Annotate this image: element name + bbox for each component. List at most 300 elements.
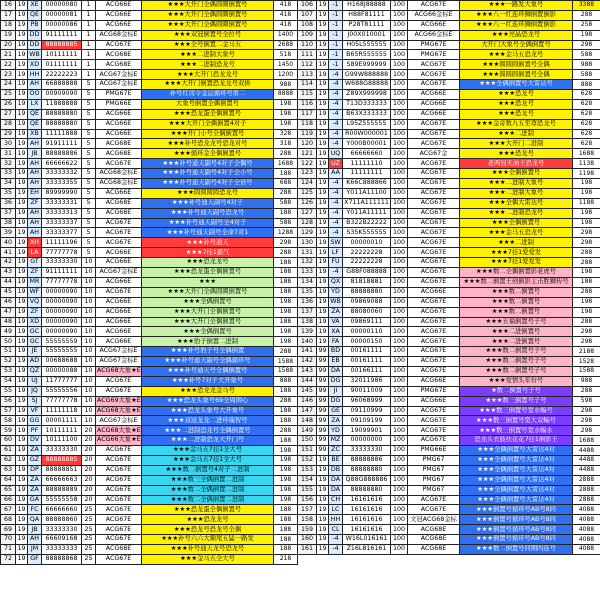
description-cell: ★★★数二倒置号4对子二进制: [142, 465, 274, 475]
serial-number-cell: 09109199: [343, 416, 391, 426]
grade-type-cell: ACG66E: [96, 327, 142, 337]
serial-number-cell: 00000090: [42, 307, 82, 317]
year-code-cell: 19: [16, 544, 28, 554]
description-cell: ★★★补号通天: [142, 238, 274, 248]
price-cell: 418: [274, 1, 298, 11]
price-cell: 888: [573, 80, 600, 90]
table-row: [298, 218, 600, 228]
grade-type-cell: ACG67E: [96, 287, 142, 297]
serial-number-cell: 77777778: [42, 248, 82, 258]
price-cell: 188: [274, 169, 298, 179]
price-cell: 8888: [274, 90, 298, 100]
table-row: [298, 406, 600, 416]
serial-number-cell: 33333330: [42, 525, 82, 535]
table-row: [298, 386, 600, 396]
price-cell: 188: [274, 436, 298, 446]
price-cell: 298: [573, 337, 600, 347]
price-cell: 198: [573, 297, 600, 307]
row-index-cell: 25: [1, 90, 16, 100]
table-row: [298, 376, 600, 386]
row-index-cell: 158: [298, 515, 317, 525]
row-index-cell: 151: [298, 446, 317, 456]
year-code-cell: 19: [317, 317, 329, 327]
serial-number-cell: H05L555555: [343, 40, 391, 50]
price-cell: 198: [274, 119, 298, 129]
year-code-cell: 19: [317, 495, 329, 505]
table-row: [1, 465, 298, 475]
price-cell: 1198: [573, 169, 600, 179]
table-row: [298, 169, 600, 179]
prefix-cell: FA: [329, 337, 343, 347]
table-row: [1, 505, 298, 515]
row-index-cell: 161: [298, 544, 317, 554]
price-cell: 288: [573, 248, 600, 258]
description-cell: ★★★豹子倒置二进制: [142, 337, 274, 347]
price-cell: 198: [274, 297, 298, 307]
prefix-cell: HH: [329, 515, 343, 525]
description-cell: ★★★补号通天副号4对子: [142, 198, 274, 208]
description-cell: ★★★全号倒置二金马五: [142, 40, 274, 50]
table-row: [1, 347, 298, 357]
description-cell: ★★★数三全偶倒置二进制: [142, 475, 274, 485]
description-cell: ★★★爱情头年份号: [460, 376, 573, 386]
prefix-cell: -4: [329, 70, 343, 80]
grade-type-cell: ACG67金标E: [96, 357, 142, 367]
price-cell: 188: [573, 277, 600, 287]
table-row: [1, 40, 298, 50]
year-code-cell: 19: [16, 277, 28, 287]
grade-type-cell: ACG66E: [96, 337, 142, 347]
row-index-cell: 37: [1, 208, 16, 218]
row-index-cell: 69: [1, 525, 16, 535]
serial-number-cell: 00000090: [42, 297, 82, 307]
grade-type-cell: ACG67E: [96, 238, 142, 248]
price-cell: 188: [274, 258, 298, 268]
quantity-cell: 5: [82, 188, 96, 198]
year-code-cell: 19: [16, 525, 28, 535]
table-row: [298, 366, 600, 376]
table-row: [1, 1, 298, 11]
quantity-cell: 10: [82, 347, 96, 357]
table-row: [1, 297, 298, 307]
table-row: [298, 20, 600, 30]
serial-number-cell: 10111111: [42, 50, 82, 60]
price-cell: 2888: [573, 495, 600, 505]
row-index-cell: 110: [298, 40, 317, 50]
year-code-cell: 99: [317, 406, 329, 416]
grade-type-cell: ACG66E: [96, 248, 142, 258]
price-cell: 318: [274, 139, 298, 149]
row-index-cell: 31: [1, 149, 16, 159]
price-cell: 2688: [274, 40, 298, 50]
description-cell: ★★★二进制恐龙号: [142, 60, 274, 70]
table-row: [298, 60, 600, 70]
description-cell: ★★★大开门全偶圆圈倒置号: [142, 287, 274, 297]
quantity-cell: 100: [391, 505, 408, 515]
description-cell: ★★★全偶倒置号大雷达4对: [460, 495, 573, 505]
description-cell: ★★★数三倒置号子号: [460, 396, 573, 406]
table-row: [1, 258, 298, 268]
grade-type-cell: ACG66E: [408, 90, 460, 100]
grade-type-cell: ACG67E: [96, 465, 142, 475]
grade-type-cell: ACG66大象★E: [96, 436, 142, 446]
grade-type-cell: ACG68E: [96, 198, 142, 208]
grade-type-cell: ACG67E: [408, 347, 460, 357]
year-code-cell: 19: [16, 208, 28, 218]
price-cell: 288: [274, 248, 298, 258]
quantity-cell: 100: [391, 238, 408, 248]
grade-type-cell: ACG67E: [408, 208, 460, 218]
year-code-cell: 19: [16, 515, 28, 525]
grade-type-cell: PMG67E: [408, 386, 460, 396]
description-cell: ★★★补号通天副号恐龙号: [142, 208, 274, 218]
year-code-cell: 19: [16, 70, 28, 80]
grade-type-cell: ACG66E: [408, 287, 460, 297]
quantity-cell: 100: [391, 406, 408, 416]
description-cell: ★★★亮晶恐龙号: [460, 30, 573, 40]
serial-number-cell: 88888860: [42, 515, 82, 525]
description-cell: ★★★全偶倒置号大雷达4对: [460, 465, 573, 475]
year-code-cell: 19: [317, 238, 329, 248]
description-cell: ★★★圆圆圆倒置号全偶: [460, 70, 573, 80]
quantity-cell: 5: [82, 109, 96, 119]
grade-type-cell: ACG68E: [96, 149, 142, 159]
prefix-cell: GC: [28, 327, 42, 337]
grade-type-cell: ACG66E: [408, 20, 460, 30]
description-cell: ★★★恐龙头象号大开象号: [142, 406, 274, 416]
prefix-cell: GF: [28, 554, 42, 564]
price-cell: 2888: [573, 485, 600, 495]
quantity-cell: 100: [391, 475, 408, 485]
quantity-cell: 100: [391, 465, 408, 475]
serial-number-cell: 00000080: [42, 1, 82, 11]
row-index-cell: 136: [298, 297, 317, 307]
prefix-cell: -1: [329, 1, 343, 11]
table-row: [1, 287, 298, 297]
table-row: [298, 10, 600, 20]
right-table-panel: [297, 0, 600, 600]
year-code-cell: 19: [317, 129, 329, 139]
serial-number-cell: 96068999: [343, 396, 391, 406]
price-cell: 198: [573, 30, 600, 40]
grade-type-cell: ACG66E: [408, 109, 460, 119]
year-code-cell: 19: [317, 268, 329, 278]
quantity-cell: 100: [391, 50, 408, 60]
description-cell: ★★★数二倒置号子号: [460, 357, 573, 367]
description-cell: ★★★恐龙蛋全偶倒置号: [142, 505, 274, 515]
prefix-cell: -4: [329, 139, 343, 149]
year-code-cell: 19: [16, 218, 28, 228]
serial-number-cell: 00000086: [42, 20, 82, 30]
row-index-cell: 47: [1, 307, 16, 317]
row-index-cell: 51: [1, 347, 16, 357]
quantity-cell: 100: [391, 495, 408, 505]
price-cell: 198: [573, 307, 600, 317]
price-cell: 988: [274, 80, 298, 90]
prefix-cell: JM: [28, 544, 42, 554]
table-row: [298, 287, 600, 297]
prefix-cell: VQ: [28, 297, 42, 307]
year-code-cell: 19: [16, 337, 28, 347]
table-row: [1, 386, 298, 396]
prefix-cell: ZF: [28, 198, 42, 208]
year-code-cell: 19: [16, 455, 28, 465]
price-cell: 198: [274, 337, 298, 347]
serial-number-cell: 91111111: [42, 268, 82, 278]
row-index-cell: 32: [1, 159, 16, 169]
price-cell: 688: [274, 179, 298, 189]
table-row: [1, 436, 298, 446]
grade-type-cell: ACG67E: [408, 317, 460, 327]
grade-type-cell: ACG67E: [408, 258, 460, 268]
quantity-cell: 1: [82, 1, 96, 11]
price-cell: 288: [573, 10, 600, 20]
prefix-cell: FC: [28, 505, 42, 515]
year-code-cell: 99: [317, 376, 329, 386]
table-row: [298, 544, 600, 554]
row-index-cell: 112: [298, 60, 317, 70]
serial-number-cell: 66609168: [42, 535, 82, 545]
grade-type-cell: ACG67E: [408, 80, 460, 90]
year-code-cell: 19: [317, 475, 329, 485]
table-row: [1, 307, 298, 317]
quantity-cell: 100: [391, 20, 408, 30]
price-cell: 328: [274, 129, 298, 139]
row-index-cell: 144: [298, 376, 317, 386]
description-cell: ★★★全偶倒置号大雷达号: [460, 80, 573, 90]
description-cell: ★★★全偶倒置号大雷达4对: [460, 475, 573, 485]
description-cell: ★★★大开门二进制: [460, 139, 573, 149]
description-cell: ★★★恐龙蛋全偶倒置号: [142, 109, 274, 119]
row-index-cell: 109: [298, 30, 317, 40]
serial-number-cell: 66666660: [42, 505, 82, 515]
prefix-cell: VA: [329, 317, 343, 327]
quantity-cell: 100: [391, 446, 408, 456]
table-row: [1, 159, 298, 169]
price-cell: 188: [274, 416, 298, 426]
description-cell: ★★★恐龙龙号: [142, 258, 274, 268]
table-row: [1, 188, 298, 198]
prefix-cell: DA: [329, 485, 343, 495]
serial-number-cell: 11111118: [42, 406, 82, 416]
description-cell: ★★★双冠倒置号全拉号: [142, 30, 274, 40]
prefix-cell: -4: [329, 208, 343, 218]
table-row: [1, 554, 298, 564]
serial-number-cell: 00000150: [343, 337, 391, 347]
prefix-cell: QZ: [28, 366, 42, 376]
description-cell: ★★★数二倒置号: [460, 287, 573, 297]
price-cell: 288: [274, 149, 298, 159]
description-cell: ★★★开门小号全偶倒置号: [142, 129, 274, 139]
price-cell: 298: [274, 238, 298, 248]
prefix-cell: JE: [28, 347, 42, 357]
row-index-cell: 157: [298, 505, 317, 515]
prefix-cell: GG: [28, 416, 42, 426]
serial-number-cell: Y011A11111: [343, 208, 391, 218]
row-index-cell: 57: [1, 406, 16, 416]
row-index-cell: 44: [1, 277, 16, 287]
row-index-cell: 63: [1, 465, 16, 475]
row-index-cell: 70: [1, 535, 16, 545]
description-cell: ★★★补号恐龙龙号恐龙对号: [142, 139, 274, 149]
serial-number-cell: 00166111: [343, 366, 391, 376]
prefix-cell: WB: [329, 297, 343, 307]
table-row: [298, 297, 600, 307]
grade-type-cell: ACG68E: [96, 544, 142, 554]
prefix-cell: EH: [28, 188, 42, 198]
description-cell: ★★★大开门全偶倒置号: [142, 317, 274, 327]
year-code-cell: 19: [16, 426, 28, 436]
price-cell: 288: [573, 287, 600, 297]
serial-number-cell: 88888886: [42, 149, 82, 159]
prefix-cell: QE: [28, 109, 42, 119]
row-index-cell: 108: [298, 20, 317, 30]
serial-number-cell: 55555555: [42, 347, 82, 357]
prefix-cell: JI: [329, 386, 343, 396]
description-cell: 大开门大象号全偶倒置号: [460, 40, 573, 50]
prefix-cell: UQ: [329, 149, 343, 159]
quantity-cell: 100: [391, 10, 408, 20]
quantity-cell: 100: [391, 337, 408, 347]
row-index-cell: 123: [298, 169, 317, 179]
grade-type-cell: ACG67E: [96, 159, 142, 169]
description-cell: ★★★二进制大象号: [142, 50, 274, 60]
grade-type-cell: ACG67E: [96, 525, 142, 535]
row-index-cell: 106: [298, 1, 317, 11]
price-cell: 198: [573, 268, 600, 278]
grade-type-cell: ACG66E: [96, 119, 142, 129]
serial-number-cell: 55555559: [42, 337, 82, 347]
row-index-cell: 149: [298, 426, 317, 436]
table-row: [298, 436, 600, 446]
quantity-cell: 100: [391, 169, 408, 179]
grade-type-cell: ACG67E: [96, 455, 142, 465]
prefix-cell: -1: [329, 50, 343, 60]
year-code-cell: 19: [317, 90, 329, 100]
table-row: [1, 99, 298, 109]
row-index-cell: 153: [298, 465, 317, 475]
table-row: [1, 357, 298, 367]
grade-type-cell: ACG68E: [96, 50, 142, 60]
quantity-cell: 100: [391, 535, 408, 545]
table-row: [1, 268, 298, 278]
row-index-cell: 152: [298, 455, 317, 465]
description-cell: ★★★二进制恐龙号: [460, 208, 573, 218]
serial-number-cell: 32011986: [343, 376, 391, 386]
prefix-cell: -1: [329, 40, 343, 50]
table-row: [1, 208, 298, 218]
quantity-cell: 100: [391, 129, 408, 139]
year-code-cell: 19: [317, 307, 329, 317]
prefix-cell: QX: [329, 277, 343, 287]
serial-number-cell: 88888868: [42, 554, 82, 564]
year-code-cell: 19: [317, 327, 329, 337]
grade-type-cell: ACG66金标E: [408, 10, 460, 20]
grade-type-cell: ACG67E: [408, 416, 460, 426]
description-cell: 大象号倒置全偶倒置号: [142, 99, 274, 109]
prefix-cell: -4: [329, 188, 343, 198]
quantity-cell: 10: [82, 307, 96, 317]
grade-type-cell: ACG67E: [408, 505, 460, 515]
serial-number-cell: 09869088: [343, 297, 391, 307]
quantity-cell: 100: [391, 327, 408, 337]
serial-number-cell: 88888880: [42, 109, 82, 119]
table-row: [298, 70, 600, 80]
serial-number-cell: 89999990: [42, 188, 82, 198]
description-cell: ★★★全偶倒置号大雷达4对: [460, 446, 573, 456]
quantity-cell: 20: [82, 485, 96, 495]
prefix-cell: -4: [329, 99, 343, 109]
table-row: [298, 357, 600, 367]
right-table: [297, 0, 600, 555]
table-row: [1, 317, 298, 327]
grade-type-cell: ACG68E: [408, 535, 460, 545]
table-row: [298, 109, 600, 119]
serial-number-cell: S35K555555: [343, 228, 391, 238]
grade-type-cell: ACG67E: [408, 119, 460, 129]
price-cell: 1588: [573, 366, 600, 376]
serial-number-cell: 16161616: [343, 525, 391, 535]
serial-number-cell: Y011A11100: [343, 188, 391, 198]
year-code-cell: 19: [317, 1, 329, 11]
table-row: [1, 337, 298, 347]
year-code-cell: 19: [317, 50, 329, 60]
row-index-cell: 129: [298, 228, 317, 238]
table-row: [298, 317, 600, 327]
table-row: [298, 159, 600, 169]
row-index-cell: 111: [298, 50, 317, 60]
row-index-cell: 27: [1, 109, 16, 119]
table-row: [298, 198, 600, 208]
description-cell: ★★★数三倒置号宽水幅号: [460, 406, 573, 416]
price-cell: 198: [274, 446, 298, 456]
year-code-cell: 19: [317, 218, 329, 228]
table-row: [1, 30, 298, 40]
serial-number-cell: G88F088888: [343, 268, 391, 278]
year-code-cell: 19: [16, 475, 28, 485]
prefix-cell: -4: [329, 218, 343, 228]
price-cell: 188: [274, 277, 298, 287]
row-index-cell: 39: [1, 228, 16, 238]
quantity-cell: 100: [391, 525, 408, 535]
prefix-cell: BD: [329, 347, 343, 357]
year-code-cell: 19: [16, 416, 28, 426]
row-index-cell: 132: [298, 258, 317, 268]
row-index-cell: 119: [298, 129, 317, 139]
quantity-cell: 100: [391, 119, 408, 129]
description-cell: ★★★大开门恐龙龙号: [142, 70, 274, 80]
quantity-cell: 25: [82, 544, 96, 554]
table-row: [1, 149, 298, 159]
serial-number-cell: T13D333333: [343, 99, 391, 109]
prefix-cell: GC: [28, 337, 42, 347]
price-cell: 298: [573, 416, 600, 426]
price-cell: 288: [274, 347, 298, 357]
prefix-cell: -1: [329, 60, 343, 70]
row-index-cell: 68: [1, 515, 16, 525]
quantity-cell: 100: [391, 90, 408, 100]
year-code-cell: 19: [16, 30, 28, 40]
row-index-cell: 116: [298, 99, 317, 109]
serial-number-cell: 00909090: [42, 90, 82, 100]
row-index-cell: 124: [298, 179, 317, 189]
table-row: [298, 268, 600, 278]
quantity-cell: 100: [391, 198, 408, 208]
serial-number-cell: 33333313: [42, 208, 82, 218]
serial-number-cell: 88888851: [42, 465, 82, 475]
row-index-cell: 36: [1, 198, 16, 208]
serial-number-cell: 66666622: [42, 159, 82, 169]
